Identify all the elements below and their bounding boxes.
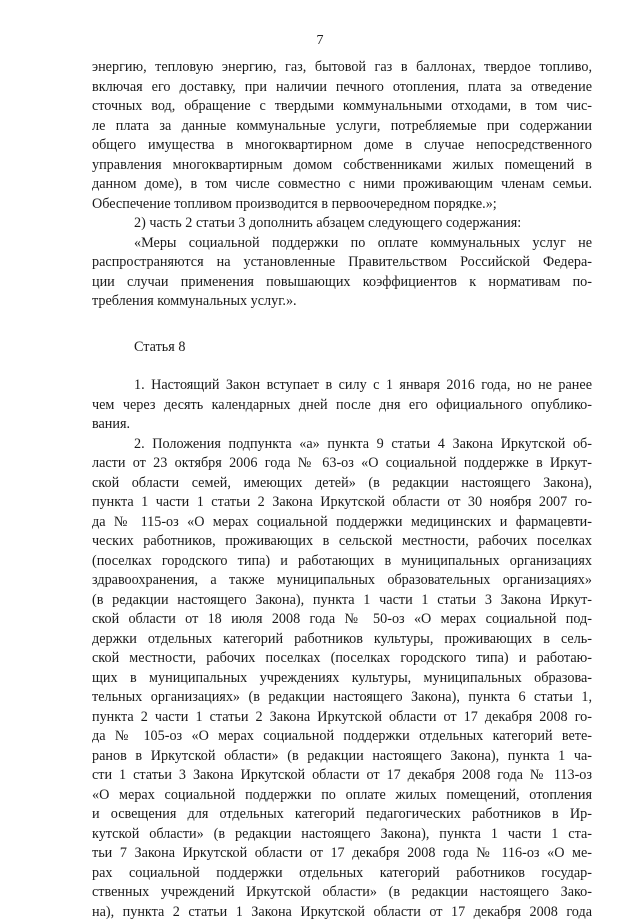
text-line: да № 115-оз «О мерах социальной поддержки медицинских и фармацевти- bbox=[92, 513, 592, 533]
text-line: данном доме), в том числе совместно с ними проживающим членам семьи. bbox=[92, 175, 592, 195]
text-line: ласти от 23 октября 2006 года № 63-оз «О социальной поддержке в Иркут- bbox=[92, 454, 592, 474]
article-heading: Статья 8 bbox=[92, 338, 592, 358]
text-line: сточных вод, обращение с твердыми коммунальными отходами, в том чис- bbox=[92, 97, 592, 117]
text-line: ской области семей, имеющих детей» (в редакции настоящего Закона), bbox=[92, 474, 592, 494]
text-line: да № 105-оз «О мерах социальной поддержки отдельных категорий вете- bbox=[92, 727, 592, 747]
article-8-paragraph-2 bbox=[92, 435, 592, 922]
text-line: 2. Положения подпункта «а» пункта 9 статьи 4 Закона Иркутской об- bbox=[92, 435, 592, 455]
text-line: ции случаи применения повышающих коэффициентов к нормативам по- bbox=[92, 273, 592, 293]
continued-paragraph bbox=[92, 58, 592, 214]
text-line: здравоохранения, а также муниципальных образовательных организациях» bbox=[92, 571, 592, 591]
text-line: распространяются на установленные Правительством Российской Федера- bbox=[92, 253, 592, 273]
text-line: ческих работников, проживающих в сельской местности, рабочих поселках bbox=[92, 532, 592, 552]
text-line: включая его доставку, при наличии печного отопления, плата за отведение bbox=[92, 78, 592, 98]
text-line: чем через десять календарных дней после дня его официального опублико- bbox=[92, 396, 592, 416]
text-line: держки отдельных категорий работников культуры, проживающих в сель- bbox=[92, 630, 592, 650]
text-line: пункта 2 части 1 статьи 2 Закона Иркутской области от 17 декабря 2008 го- bbox=[92, 708, 592, 728]
document-body bbox=[92, 58, 592, 922]
text-line: 1. Настоящий Закон вступает в силу с 1 января 2016 года, но не ранее bbox=[92, 376, 592, 396]
text-line: рах социальной поддержки отдельных категорий работников государ- bbox=[92, 864, 592, 884]
text-line: (поселках городского типа) и работающих в муниципальных организациях bbox=[92, 552, 592, 572]
text-line: вания. bbox=[92, 415, 592, 435]
text-line: «Меры социальной поддержки по оплате коммунальных услуг не bbox=[92, 234, 592, 254]
text-line: пункта 1 части 1 статьи 2 Закона Иркутской области от 30 ноября 2007 го- bbox=[92, 493, 592, 513]
text-line: требления коммунальных услуг.». bbox=[92, 292, 592, 312]
text-line: «О мерах социальной поддержки по оплате жилых помещений, отопления bbox=[92, 786, 592, 806]
text-line: ской местности, рабочих поселках (поселках городского типа) и работаю- bbox=[92, 649, 592, 669]
text-line: ле плата за данные коммунальные услуги, потребляемые при содержании bbox=[92, 117, 592, 137]
text-line: тельных организациях» (в редакции настоящего Закона), пункта 6 статьи 1, bbox=[92, 688, 592, 708]
text-line: и освещения для отдельных категорий педагогических работников в Ир- bbox=[92, 805, 592, 825]
text-line: энергию, тепловую энергию, газ, бытовой газ в баллонах, твердое топливо, bbox=[92, 58, 592, 78]
text-line: ранов в Иркутской области» (в редакции настоящего Закона), пункта 1 ча- bbox=[92, 747, 592, 767]
text-line: щих в муниципальных учреждениях культуры, муниципальных образова- bbox=[92, 669, 592, 689]
text-line: сти 1 статьи 3 Закона Иркутской области от 17 декабря 2008 года № 113-оз bbox=[92, 766, 592, 786]
text-line: управления многоквартирным домом собственниками жилых помещений в bbox=[92, 156, 592, 176]
text-line: ственных учреждений Иркутской области» (в редакции настоящего Зако- bbox=[92, 883, 592, 903]
text-line: общего имущества в многоквартирном доме в случае непосредственного bbox=[92, 136, 592, 156]
text-line: (в редакции настоящего Закона), пункта 1 части 1 статьи 3 Закона Иркут- bbox=[92, 591, 592, 611]
quoted-paragraph bbox=[92, 234, 592, 312]
amendment-item-2: 2) часть 2 статьи 3 дополнить абзацем следующего содержания: bbox=[92, 214, 592, 234]
text-line: тьи 7 Закона Иркутской области от 17 декабря 2008 года № 116-оз «О ме- bbox=[92, 844, 592, 864]
text-line: кутской области» (в редакции настоящего Закона), пункта 1 части 1 ста- bbox=[92, 825, 592, 845]
text-line: ской области от 18 июля 2008 года № 50-оз «О мерах социальной под- bbox=[92, 610, 592, 630]
article-8-paragraph-1 bbox=[92, 376, 592, 435]
text-line: Обеспечение топливом производится в первоочередном порядке.»; bbox=[92, 195, 592, 215]
text-line: на), пункта 2 статьи 1 Закона Иркутской области от 17 декабря 2008 года bbox=[92, 903, 592, 922]
page-number: 7 bbox=[0, 33, 640, 49]
